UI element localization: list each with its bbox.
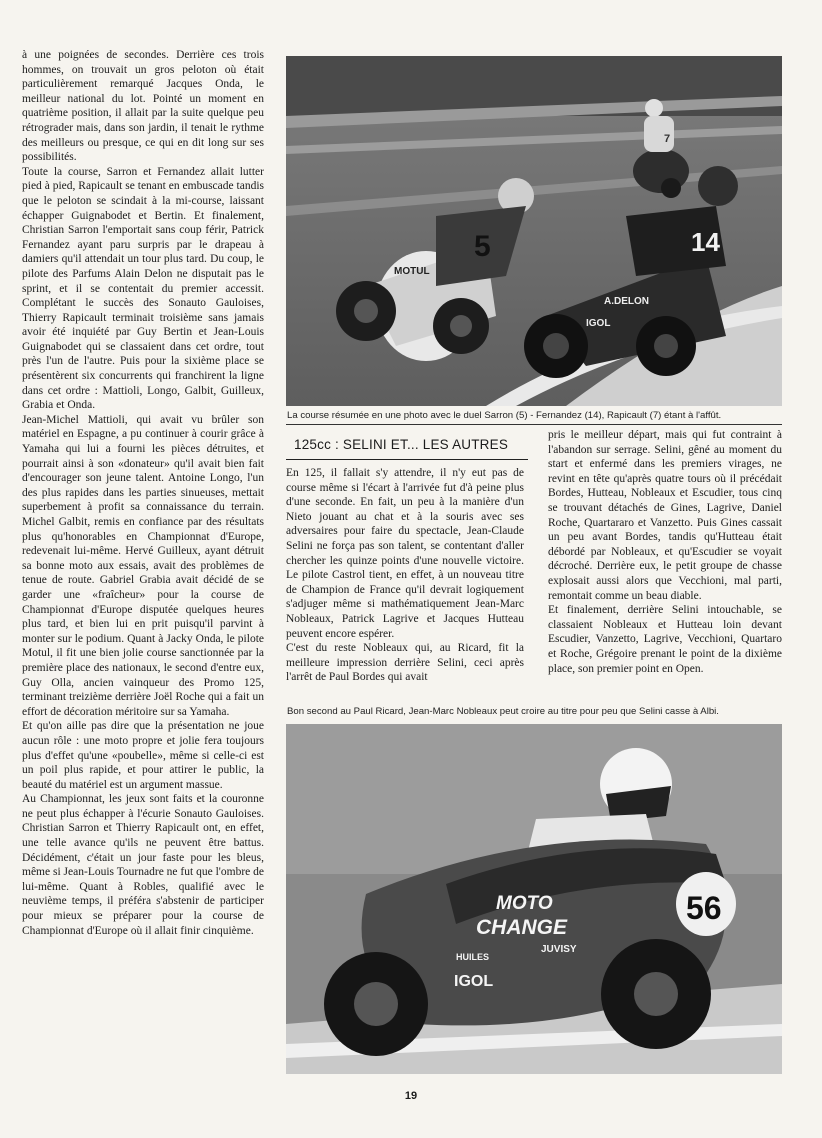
page-number: 19 (404, 1090, 418, 1102)
fairing-huiles: HUILES (456, 952, 490, 962)
fairing-moto: MOTO (496, 893, 553, 914)
left-paragraph-2: Toute la course, Sarron et Fernandez allait lutter pied à pied, Rapicault se tenant en embuscade tandis que le peloton se scindait à la mi-course, laissant échapper Guignabodet et Bertin. Et finalement, Christian Sarron l'emportait sans coup férir, Patrick Fernandez ayant paru surpris par le drapeau à damiers qu'il attendait un tour plus tard. Du coup, le pilote des Parfums Alain Delon ne disputait pas le sprint, et il se contentait du premier accessit. Complétant le succès des Sonauto Gauloises, Thierry Rapicault terminait troisième sans jamais avoir été inquiété par Guy Bertin et Jean-Louis Guignabodet qui se classaient dans cet ordre, tout près l'un de l'autre. Puis pour la sixième place se présentèrent six concurrents qui franchirent la ligne dans cet ordre : Mattioli, Longo, Galbit, Guilleux, Grabia et Onda. (22, 165, 264, 412)
top-race-photo-image (286, 56, 782, 406)
right-paragraph-1: pris le meilleur départ, mais qui fut contraint à l'abandon sur serrage. Selini, gêné au moment du start et enfermé dans les premiers virages, ne revint en tête qu'après quatre tours où il précédait Bordes, Hutteau, Nobleaux et Escudier, tous cinq se trouvant détachés de Gines, Lagrive, Daniel Roche, Quartararo et Vanzetto. Puis Gines cassait un peu avant Bordes, tandis qu'Hutteau était débordé par Nobleaux, et qu'Escudier se voyait décroché. Derrière eux, le petit groupe de chasse explosait aussi alors que Vecchioni, mal parti, remontait comme un beau diable. (548, 429, 782, 602)
right-column (548, 428, 782, 676)
middle-paragraph-2: C'est du reste Nobleaux qui, au Ricard, fit la meilleure impression derrière Selini, ceci après l'arrêt de Paul Bordes qui avait (286, 642, 524, 684)
left-column (22, 48, 264, 938)
top-caption-rule (286, 424, 782, 425)
sponsor-delon: A.DELON (604, 296, 649, 307)
sponsor-igol: IGOL (586, 318, 611, 329)
left-paragraph-3: Jean-Michel Mattioli, qui avait vu brûler son matériel en Espagne, a pu continuer à courir grâce à Yamaha qui lui a fourni les pièces détruites, et pourrait ainsi à son «donateur» qu'il avait bien fait d'encourager son jeune talent. Antoine Longo, l'un des plus rapides dans les parties sinueuses, mettait superbement à profit sa connaissance du terrain. Michel Galbit, remis en confiance par des résultats plus qu'honorables en Championnat d'Europe, redevenait lui-même. Hervé Guilleux, ayant détruit sa bonne moto aux essais, avait des problèmes de tenue de route. Gabriel Grabia avait décidé de se garder une «fraîcheur» pour la course de Championnat d'Europe disputée quelques heures plus tard, et bien lui en prit puisqu'il parvint à monter sur le podium. Quant à Jacky Onda, le pilote Motul, il fit une bien jolie course sanctionnée par la première place des nationaux, le second d'entre eux, Guy Olla, ancien vainqueur des Promo 125, terminant treizième derrière Joël Roche qui a fait un effort de décoration méritoire sur sa Yamaha. (22, 413, 264, 718)
fairing-change: CHANGE (476, 916, 568, 939)
left-paragraph-4: Et qu'on aille pas dire que la présentation ne joue aucun rôle : une moto propre et jolie fera toujours plus d'effet qu'une «poubelle», même si celle-ci est un poil plus rapide, et pour attirer le public, la beauté du matériel est un argument massue. (22, 720, 264, 791)
bottom-photo-caption: Bon second au Paul Ricard, Jean-Marc Nobleaux peut croire au titre pour peu que Selini casse à Albi. (287, 706, 719, 717)
fairing-juvisy: JUVISY (541, 944, 577, 955)
left-paragraph-5: Au Championnat, les jeux sont faits et la couronne ne peut plus échapper à l'écurie Sonauto Gauloises. Christian Sarron et Thierry Rapicault ont, en effet, une telle avance qu'ils ne peuvent être battus. Décidément, c'était un jour faste pour les bleus, même si Jean-Louis Tournadre ne fut que l'ombre de lui-même. Quant à Robles, qualifié avec le neuvième temps, il préféra s'abstenir de participer pour mieux se préparer pour la course de Championnat d'Europe où il allait finir cinquième. (22, 793, 264, 937)
middle-column (286, 466, 524, 685)
section-heading: 125cc : SELINI ET... LES AUTRES (286, 430, 528, 460)
bottom-race-photo (286, 724, 782, 1074)
middle-paragraph-1: En 125, il fallait s'y attendre, il n'y eut pas de course même si l'écart à l'arrivée fut d'à peine plus d'une seconde. En fait, un peu à la manière d'un Nieto jouant au chat et à la souris avec ses adversaires pour faire du spectacle, Jean-Claude Selini ne força pas son talent, se contentant d'aller chercher les quinze points d'une nouvelle victoire. Le pilote Castrol tient, en effet, à un nouveau titre de Champion de France qu'il devrait logiquement s'adjuger même si mathématiquement Jean-Marc Nobleaux, Patrick Lagrive et Jacques Hutteau peuvent encore espérer. (286, 467, 524, 640)
rider-number-7: 7 (664, 133, 671, 145)
top-race-photo (286, 56, 782, 406)
top-photo-caption: La course résumée en une photo avec le duel Sarron (5) - Fernandez (14), Rapicault (7) étant à l'affût. (287, 410, 722, 421)
rider-number-14: 14 (691, 227, 720, 257)
sponsor-motul: MOTUL (394, 266, 430, 277)
fairing-igol: IGOL (454, 973, 494, 990)
rider-number-56: 56 (686, 890, 722, 926)
rider-number-5: 5 (474, 230, 491, 263)
right-paragraph-2: Et finalement, derrière Selini intouchable, se classaient Nobleaux et Hutteau loin devant Escudier, Vanzetto, Lagrive, Vecchioni, Quartaro et Roche, Grégoire prenant le point de la dixième place, son premier point en Open. (548, 604, 782, 675)
left-paragraph-1: à une poignées de secondes. Derrière ces trois hommes, on trouvait un gros peloton où était particulièrement remarqué Jacques Onda, le meilleur national du lot. Pointé un moment en quatrième position, il allait par la suite quelque peu rétrograder mais, dans son jardin, il tenait le rythme des meilleurs ou presque, ce qui en dit long sur ses possibilités. (22, 49, 264, 164)
bottom-race-photo-image (286, 724, 782, 1074)
